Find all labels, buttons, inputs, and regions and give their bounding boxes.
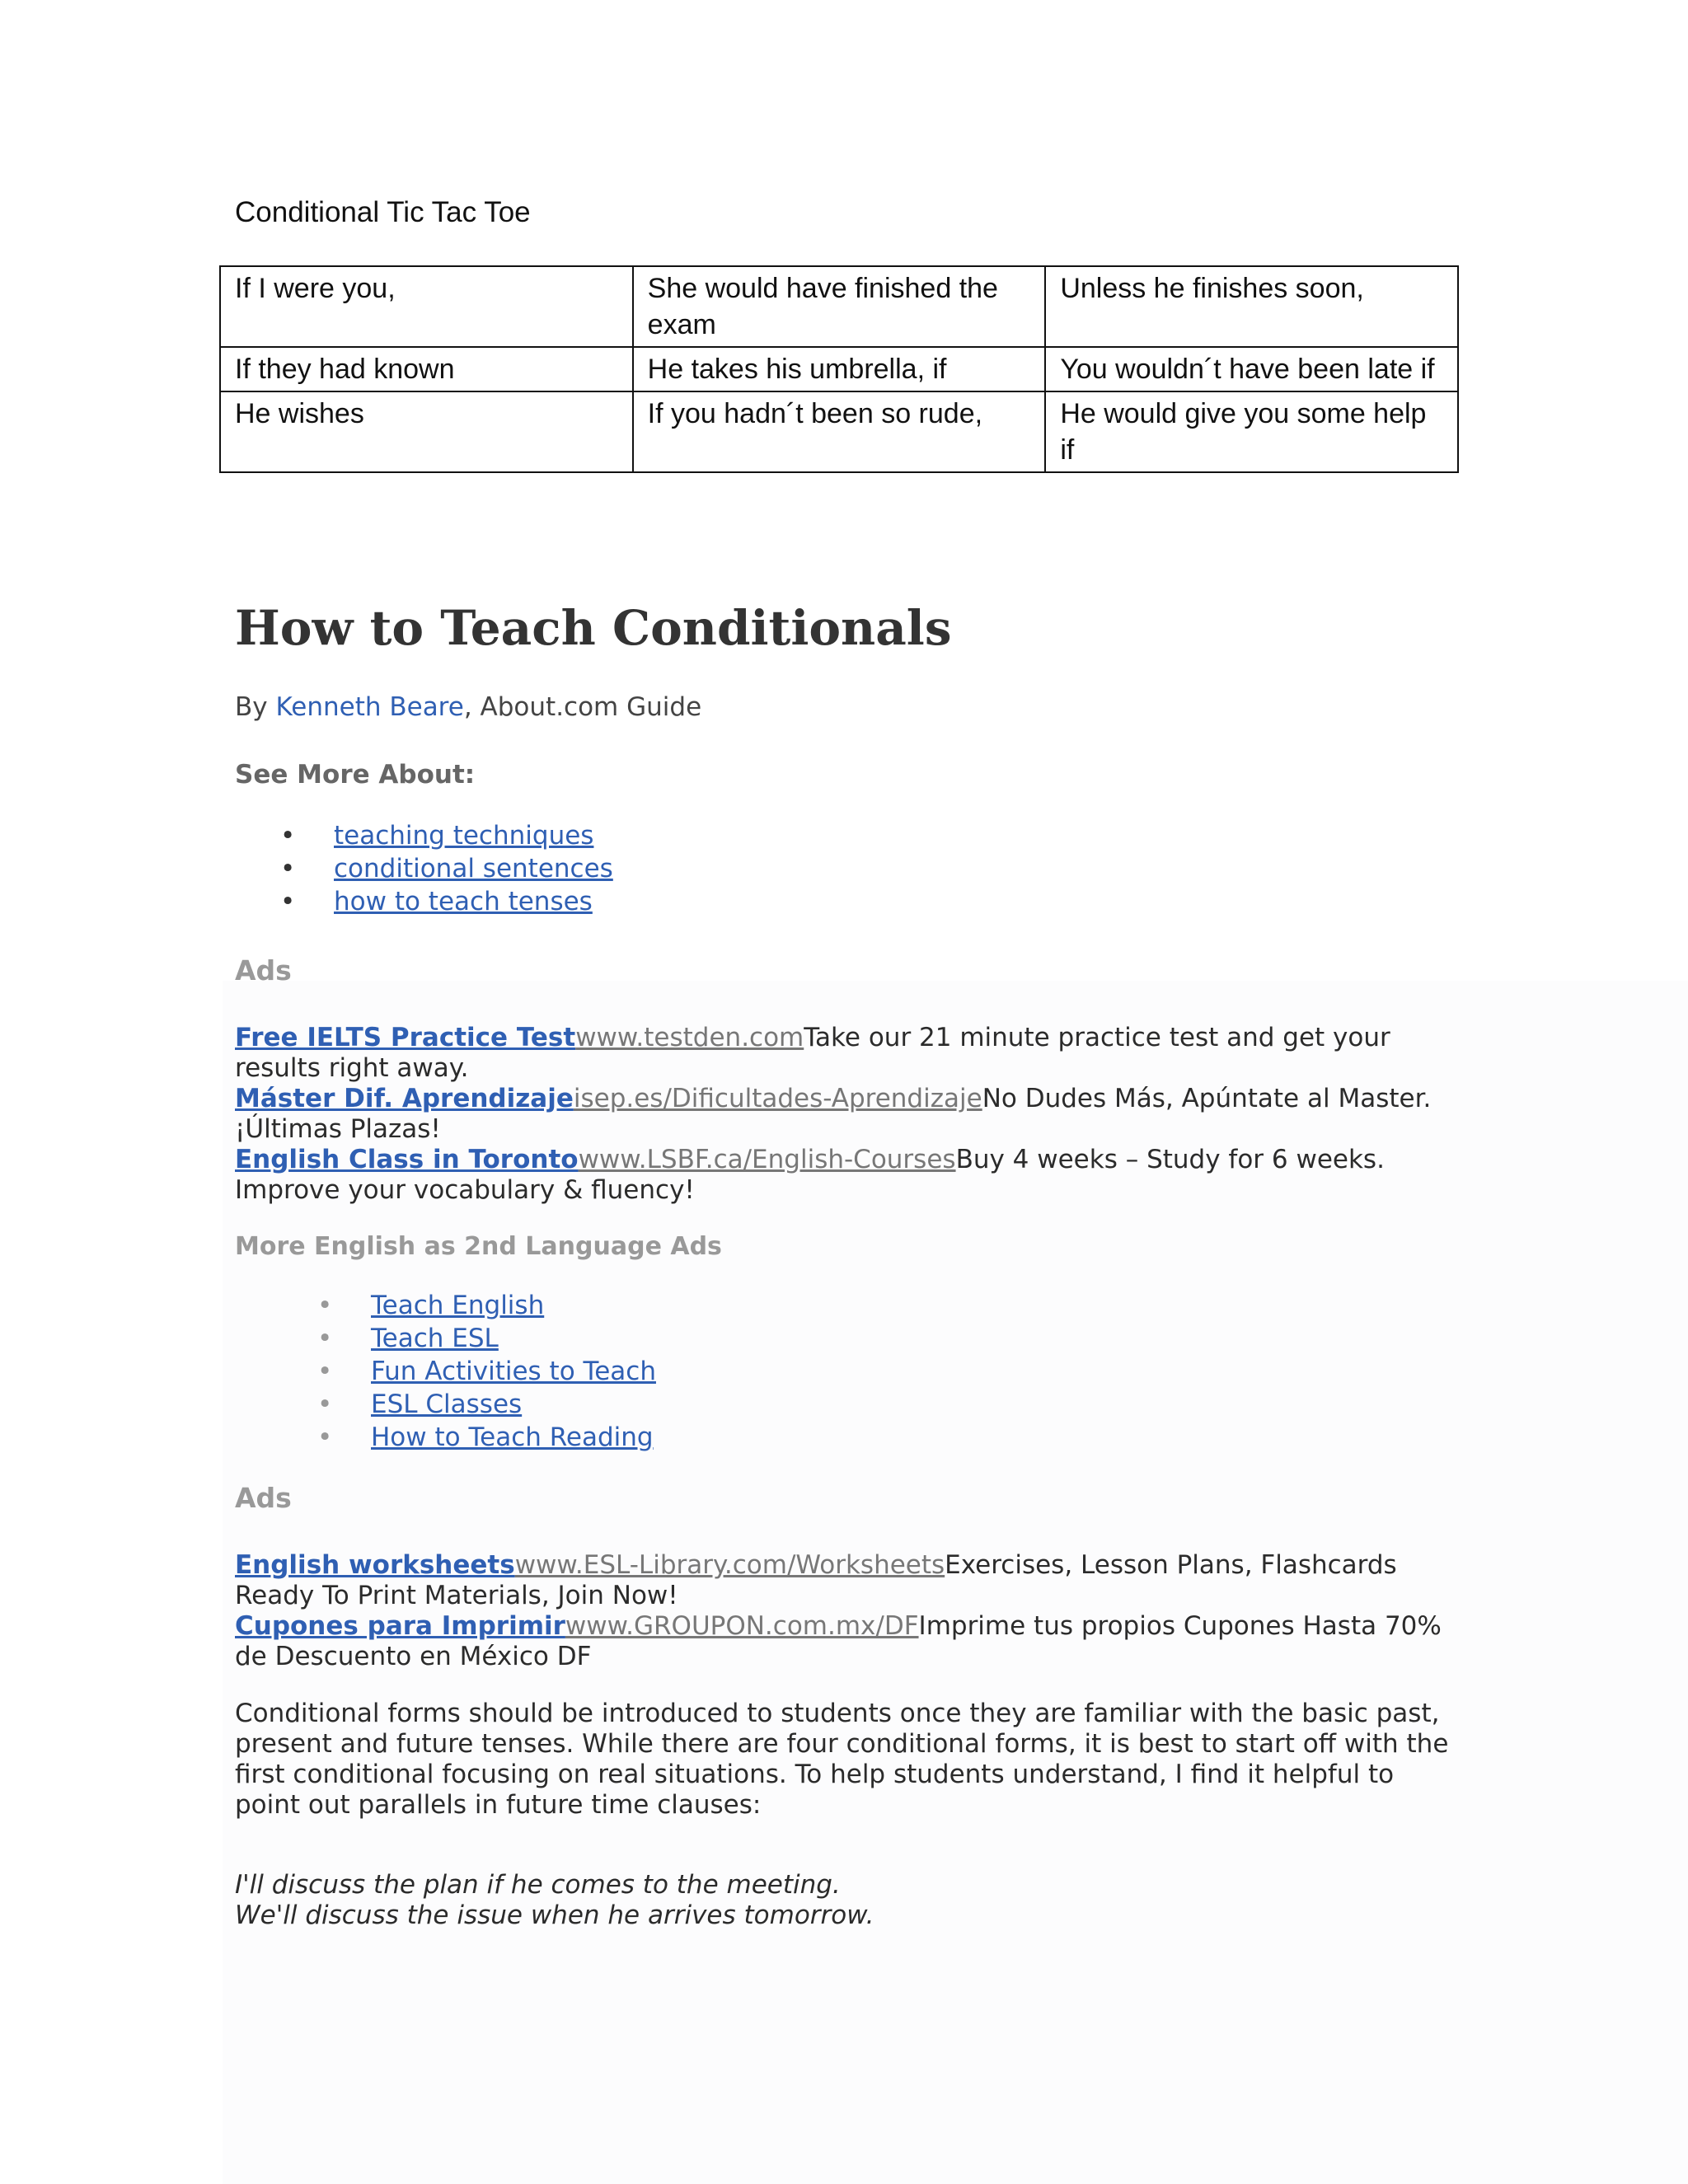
document-title: Conditional Tic Tac Toe: [235, 196, 531, 228]
more-ads-link[interactable]: ESL Classes: [371, 1390, 523, 1419]
ad-item: [235, 1611, 1463, 1672]
see-more-heading: See More About:: [235, 760, 476, 790]
ad-text: Imprime tus propios Cupones Hasta 70% de Descuento en México DF: [235, 1611, 1442, 1671]
list-item: [317, 1289, 1463, 1322]
ad-text: Buy 4 weeks – Study for 6 weeks. Improve your vocabulary & fluency!: [235, 1145, 1385, 1205]
ads-block: [235, 1023, 1463, 1206]
ad-title-link[interactable]: Cupones para Imprimir: [235, 1611, 565, 1641]
table-row: [220, 391, 1458, 472]
ad-url-link[interactable]: www.LSBF.ca/English-Courses: [578, 1145, 956, 1174]
ad-url-link[interactable]: isep.es/Dificultades-Aprendizaje: [573, 1084, 982, 1113]
article-content: [235, 692, 1463, 1931]
ad-title-link[interactable]: Máster Dif. Aprendizaje: [235, 1084, 574, 1113]
bullet-icon: •: [280, 887, 296, 916]
more-ads-link[interactable]: Fun Activities to Teach: [371, 1357, 656, 1386]
bullet-icon: •: [280, 854, 296, 883]
list-item: [280, 885, 1463, 918]
byline-suffix: , About.com Guide: [463, 692, 702, 722]
ad-item: [235, 1023, 1463, 1084]
ads-block: [235, 1550, 1463, 1672]
list-item: [317, 1322, 1463, 1355]
byline: [235, 692, 1463, 742]
bullet-icon: •: [317, 1324, 333, 1353]
more-ads-link[interactable]: Teach English: [371, 1291, 545, 1320]
table-cell: If you hadn´t been so rude,: [633, 391, 1046, 472]
ad-url-link[interactable]: www.ESL-Library.com/Worksheets: [514, 1550, 945, 1580]
table-row: [220, 347, 1458, 391]
example-sentence: I'll discuss the plan if he comes to the meeting.: [235, 1870, 841, 1900]
ad-item: [235, 1550, 1463, 1611]
article-title: How to Teach Conditionals: [235, 600, 952, 656]
body-paragraph: Conditional forms should be introduced to students once they are familiar with the basic past, present and future tenses. While there are four conditional forms, it is best to start off with the first conditional focusing on real situations. To help students understand, I find it helpful to point out parallels in future time clauses:: [235, 1699, 1449, 1820]
tic-tac-toe-table: [219, 265, 1459, 473]
more-ads-list: [235, 1289, 1463, 1454]
bullet-icon: •: [317, 1291, 333, 1320]
bullet-icon: •: [280, 821, 296, 851]
ad-item: [235, 1145, 1463, 1206]
more-ads-heading: More English as 2nd Language Ads: [235, 1232, 722, 1261]
ad-text: Take our 21 minute practice test and get your results right away.: [235, 1023, 1390, 1083]
ad-url-link[interactable]: www.testden.com: [575, 1023, 804, 1052]
more-ads-link[interactable]: How to Teach Reading: [371, 1422, 654, 1452]
author-link[interactable]: Kenneth Beare: [275, 692, 464, 722]
more-ads-link[interactable]: Teach ESL: [371, 1324, 499, 1353]
table-row: [220, 266, 1458, 347]
ad-title-link[interactable]: Free IELTS Practice Test: [235, 1023, 576, 1052]
bullet-icon: •: [317, 1390, 333, 1419]
list-item: [317, 1355, 1463, 1388]
bullet-icon: •: [317, 1422, 333, 1452]
ads-heading: Ads: [235, 954, 292, 987]
example-sentence: We'll discuss the issue when he arrives tomorrow.: [235, 1900, 874, 1930]
list-item: [280, 819, 1463, 852]
byline-prefix: By: [235, 692, 276, 722]
bullet-icon: •: [317, 1357, 333, 1386]
example-sentences: [235, 1870, 1463, 1931]
see-more-link[interactable]: teaching techniques: [334, 821, 594, 851]
ad-url-link[interactable]: www.GROUPON.com.mx/DF: [565, 1611, 919, 1641]
table-cell: You wouldn´t have been late if: [1045, 347, 1458, 391]
ad-title-link[interactable]: English worksheets: [235, 1550, 515, 1580]
table-cell: If they had known: [220, 347, 633, 391]
ad-text: Exercises, Lesson Plans, Flashcards Ready To Print Materials, Join Now!: [235, 1550, 1397, 1610]
see-more-link[interactable]: conditional sentences: [334, 854, 613, 883]
ad-text: No Dudes Más, Apúntate al Master. ¡Últimas Plazas!: [235, 1084, 1432, 1144]
table-cell: He takes his umbrella, if: [633, 347, 1046, 391]
table-cell: He would give you some help if: [1045, 391, 1458, 472]
table-cell: He wishes: [220, 391, 633, 472]
list-item: [317, 1388, 1463, 1421]
list-item: [280, 852, 1463, 885]
table-cell: Unless he finishes soon,: [1045, 266, 1458, 347]
see-more-link[interactable]: how to teach tenses: [334, 887, 593, 916]
see-more-list: [235, 819, 1463, 918]
ad-title-link[interactable]: English Class in Toronto: [235, 1145, 579, 1174]
ads-heading: Ads: [235, 1482, 292, 1514]
table-cell: She would have finished the exam: [633, 266, 1046, 347]
ad-item: [235, 1084, 1463, 1145]
table-cell: If I were you,: [220, 266, 633, 347]
list-item: [317, 1421, 1463, 1454]
